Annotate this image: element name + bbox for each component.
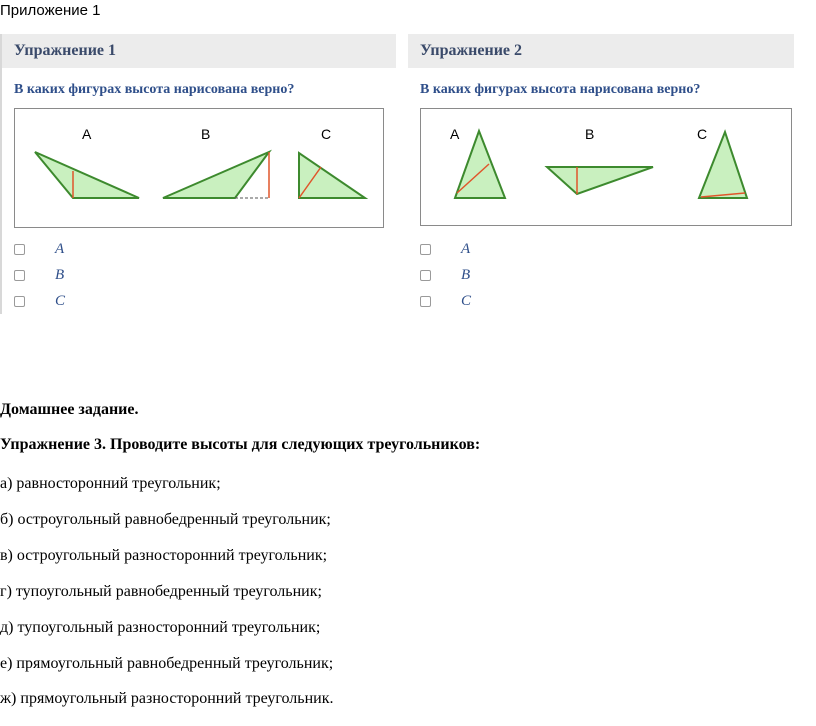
exercise-2-options: [420, 236, 471, 314]
ex1-figure-label-a: A: [82, 126, 92, 142]
ex1-checkbox-c[interactable]: [14, 296, 25, 307]
exercise-1-header: Упражнение 1: [2, 34, 396, 68]
homework-item-g: г) тупоугольный равнобедренный треугольник;: [0, 583, 322, 600]
ex1-triangle-b: [163, 152, 269, 198]
exercise-1-options: [14, 236, 65, 314]
exercise-2-header: Упражнение 2: [408, 34, 794, 68]
ex2-triangle-b: [547, 167, 653, 194]
exercise-1-question: В каких фигурах высота нарисована верно?: [14, 82, 295, 97]
homework-title: Домашнее задание.: [0, 401, 139, 418]
ex2-figure-label-c: C: [697, 126, 708, 142]
homework-item-b: б) остроугольный равнобедренный треугольник;: [0, 511, 331, 528]
exercise-1-card: [2, 34, 396, 314]
homework-item-zh: ж) прямоугольный разносторонний треугольник.: [0, 690, 334, 707]
ex2-figure-label-b: B: [585, 126, 595, 142]
exercise-1-figures: [14, 108, 384, 228]
ex1-checkbox-b[interactable]: [14, 270, 25, 281]
homework-item-e: е) прямоугольный равнобедренный треугольник;: [0, 655, 334, 672]
ex1-option-label-a: A: [55, 240, 65, 257]
ex2-figure-label-a: A: [450, 126, 460, 142]
exercise-2-figures: [420, 108, 792, 226]
ex2-option-label-b: B: [461, 266, 471, 283]
ex1-checkbox-a[interactable]: [14, 244, 25, 255]
ex1-figure-label-c: C: [321, 126, 332, 142]
homework-task: Упражнение 3. Проводите высоты для следующих треугольников:: [0, 436, 481, 453]
ex1-option-c[interactable]: [14, 288, 65, 314]
ex2-option-label-c: C: [461, 292, 472, 309]
ex1-option-label-b: B: [55, 266, 65, 283]
appendix-title: Приложение 1: [0, 2, 101, 19]
homework-item-d: д) тупоугольный разносторонний треугольник;: [0, 619, 321, 636]
ex1-triangle-a: [35, 152, 139, 198]
ex1-triangle-c: [299, 153, 365, 198]
ex2-option-a[interactable]: [420, 236, 471, 262]
exercise-2-card: [408, 34, 794, 314]
ex2-checkbox-c[interactable]: [420, 296, 431, 307]
homework-item-v: в) остроугольный разносторонний треугольник;: [0, 547, 328, 564]
ex1-figure-label-b: B: [201, 126, 211, 142]
ex2-checkbox-a[interactable]: [420, 244, 431, 255]
ex2-option-c[interactable]: [420, 288, 471, 314]
ex1-option-a[interactable]: [14, 236, 65, 262]
ex1-option-label-c: C: [55, 292, 66, 309]
exercise-2-question: В каких фигурах высота нарисована верно?: [420, 82, 701, 97]
ex1-option-b[interactable]: [14, 262, 65, 288]
ex2-option-b[interactable]: [420, 262, 471, 288]
ex2-option-label-a: A: [461, 240, 471, 257]
homework-item-a: а) равносторонний треугольник;: [0, 475, 221, 492]
ex2-checkbox-b[interactable]: [420, 270, 431, 281]
